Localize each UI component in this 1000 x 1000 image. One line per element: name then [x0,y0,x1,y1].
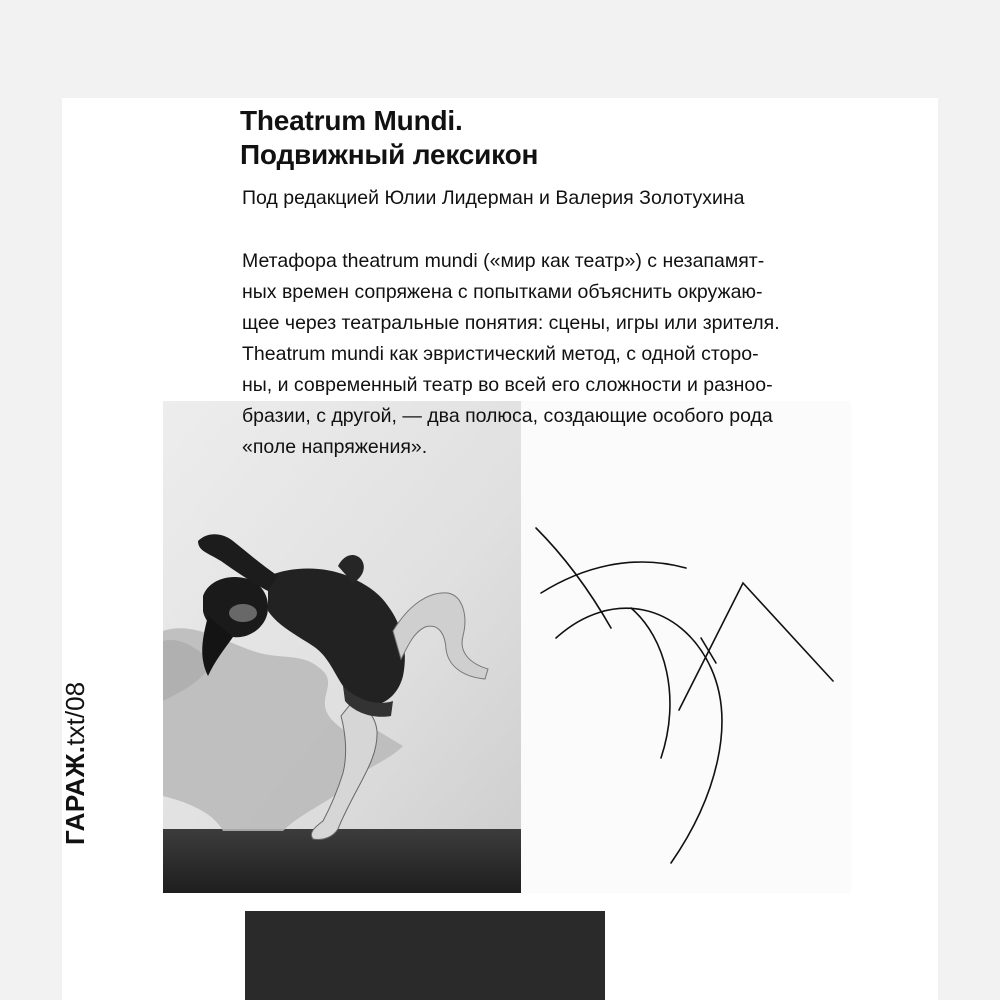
book-cover [62,98,938,1000]
description-line: ны, и современный театр во всей его сложности и разноо- [242,374,773,396]
series-issue: txt/08 [60,681,90,746]
dark-block [245,911,605,1000]
description-line: Theatrum mundi как эвристический метод, с одной сторо- [242,343,759,365]
description-line: ных времен сопряжена с попытками объяснить окружаю- [242,281,763,303]
line-drawing [521,498,861,898]
editors-subtitle: Под редакцией Юлии Лидерман и Валерия Золотухина [242,187,745,209]
title-line-2: Подвижный лексикон [240,139,539,170]
book-title [240,104,538,172]
description-line: щее через театральные понятия: сцены, игры или зрителя. [242,312,780,334]
publisher-brand: ГАРАЖ. [60,745,90,845]
title-line-1: Theatrum Mundi. [240,105,463,136]
publisher-series-label [60,682,90,845]
description-line: «поле напряжения». [242,436,428,458]
description-line: Метафора theatrum mundi («мир как театр») с незапамят- [242,250,765,272]
description-line: бразии, с другой, — два полюса, создающие особого рода [242,405,773,427]
description [242,246,912,463]
dancer-photo [163,401,521,893]
